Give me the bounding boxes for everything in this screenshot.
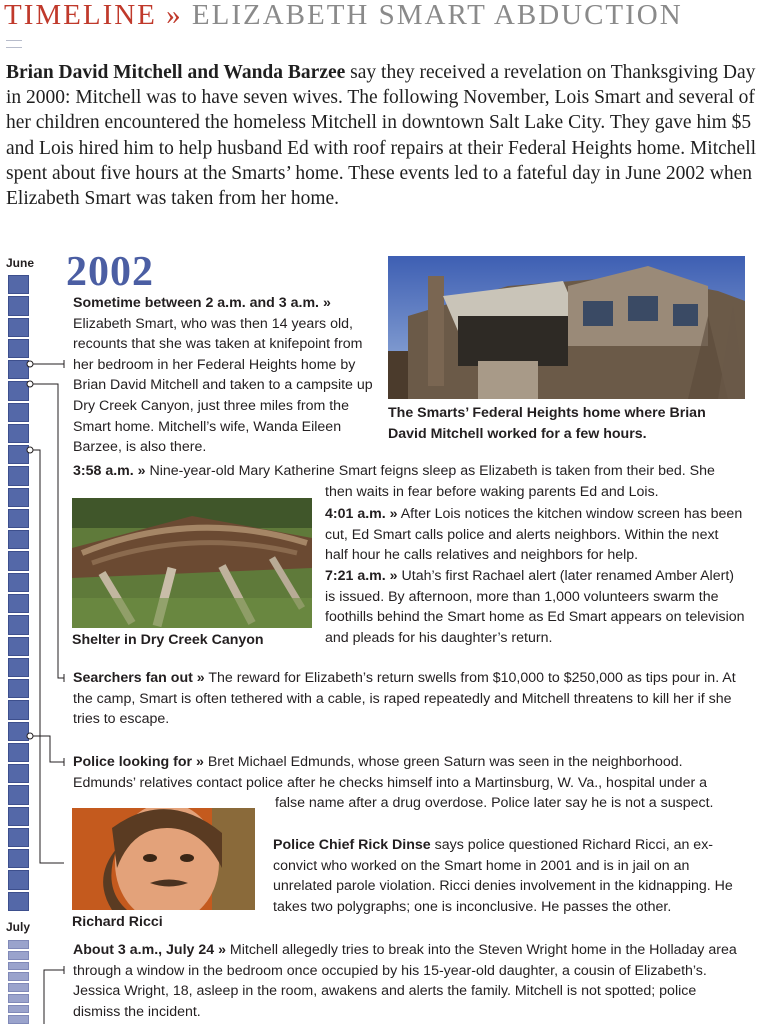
entry-text: After Lois notices the kitchen window screen has been cut, Ed Smart calls police and alerts neighbors. Within the next half hour he calls relatives and neighbors for help.: [325, 506, 743, 564]
ricci-photo: [72, 808, 255, 910]
calendar-day: [8, 700, 29, 719]
calendar-day: [8, 488, 29, 507]
calendar-day: [8, 424, 29, 443]
calendar-day: [8, 403, 29, 422]
calendar-day: [8, 637, 29, 656]
entry-lead: Police looking for »: [73, 754, 204, 770]
calendar-day: [8, 807, 29, 826]
timeline-entry-continued: then waits in fear before waking parents Ed and Lois.: [325, 484, 659, 500]
calendar-day: [8, 573, 29, 592]
timeline-entry: [325, 504, 745, 566]
calendar-day: [8, 892, 29, 911]
calendar-july: [8, 940, 29, 1024]
calendar-day: [8, 445, 29, 464]
calendar-day: [8, 722, 29, 741]
entry-text: says police questioned Richard Ricci, an ex-convict who worked on the Smart home in 2001 and is in jail on an unrelated parole violation. Ricci denies involvement in the kidnapping. He takes two polygraphs; one is inconclusive. He passes the other.: [273, 837, 733, 915]
calendar-day: [8, 530, 29, 549]
calendar-day: [8, 828, 29, 847]
calendar-day: [8, 360, 29, 379]
calendar-day: [8, 972, 29, 981]
calendar-day: [8, 296, 29, 315]
entry-lead: Searchers fan out »: [73, 670, 205, 686]
calendar-day: [8, 1015, 29, 1024]
calendar-day: [8, 764, 29, 783]
calendar-day: [8, 339, 29, 358]
header-separator: »: [166, 0, 183, 31]
calendar-day: [8, 551, 29, 570]
connector-line: [33, 384, 64, 678]
connector-line: [33, 450, 64, 863]
entry-text: Elizabeth Smart, who was then 14 years old, recounts that she was taken at knifepoint from her bedroom in her Federal Heights home by Brian David Mitchell and taken to a campsite up Dry Creek Canyon, just three miles from the Smart home. Mitchell’s wife, Wanda Eileen Barzee, is also there.: [73, 315, 373, 456]
entry-lead: 4:01 a.m. »: [325, 506, 398, 522]
house-caption: The Smarts’ Federal Heights home where Brian David Mitchell worked for a few hours.: [388, 405, 706, 442]
shelter-photo: [72, 498, 312, 628]
calendar-day: [8, 381, 29, 400]
calendar-day: [8, 785, 29, 804]
calendar-june: [8, 275, 29, 911]
header-rule: [6, 40, 22, 48]
entry-lead: 7:21 a.m. »: [325, 568, 398, 584]
header-title: ELIZABETH SMART ABDUCTION: [191, 0, 683, 31]
timeline-entry: [273, 835, 743, 917]
entry-lead: About 3 a.m., July 24 »: [73, 942, 226, 958]
calendar-day: [8, 658, 29, 677]
connector-line: [33, 736, 64, 762]
intro-text: say they received a revelation on Thanksgiving Day in 2000: Mitchell was to have seven wives. The following November, Lois Smart and several of her children encountered the homeless Mitchell in downtown Salt Lake City. They gave him $5 and Lois hired him to help husband Ed with roof repairs at their Federal Heights home. Mitchell spent about five hours at the Smarts’ home. These events led to a fateful day in June 2002 when Elizabeth Smart was taken from her home.: [6, 62, 757, 210]
entry-text: Nine-year-old Mary Katherine Smart feigns sleep as Elizabeth is taken from their bed. She: [145, 463, 715, 479]
ricci-caption: Richard Ricci: [72, 914, 163, 930]
entry-lead: 3:58 a.m. »: [73, 463, 146, 479]
calendar-day: [8, 849, 29, 868]
entry-lead: Police Chief Rick Dinse: [273, 837, 431, 853]
entry-text: Bret Michael Edmunds, whose green Saturn was seen in the neighborhood. Edmunds’ relatives contact police after he checks himself into a Martinsburg, W. Va., hospital under a: [73, 754, 708, 791]
calendar-day: [8, 1005, 29, 1014]
intro-lead: Brian David Mitchell and Wanda Barzee: [6, 62, 346, 83]
house-photo: [388, 256, 745, 399]
timeline-entry: [73, 940, 743, 1022]
calendar-day: [8, 983, 29, 992]
calendar-day: [8, 615, 29, 634]
intro-paragraph: [6, 60, 758, 211]
timeline-entry: [325, 566, 745, 648]
page-header: [4, 0, 768, 30]
calendar-day: [8, 870, 29, 889]
timeline-entry: [73, 461, 738, 482]
calendar-day: [8, 275, 29, 294]
shelter-caption: Shelter in Dry Creek Canyon: [72, 632, 264, 648]
month-label-july: July: [6, 920, 31, 934]
timeline-entry-continued: false name after a drug overdose. Police later say he is not a suspect.: [275, 795, 714, 811]
timeline-entry: [73, 293, 373, 458]
month-label-june: June: [6, 256, 35, 270]
timeline-entry: [73, 752, 743, 793]
calendar-day: [8, 951, 29, 960]
calendar-day: [8, 318, 29, 337]
calendar-day: [8, 994, 29, 1003]
calendar-day: [8, 594, 29, 613]
calendar-day: [8, 743, 29, 762]
calendar-day: [8, 962, 29, 971]
entry-text: The reward for Elizabeth’s return swells from $10,000 to $250,000 as tips pour in. At the camp, Smart is often tethered with a cable, is raped repeatedly and Mitchell threatens to kill her if she tries to escape.: [73, 670, 736, 728]
calendar-day: [8, 679, 29, 698]
entry-text: Utah’s first Rachael alert (later renamed Amber Alert) is issued. By afternoon, more than 1,000 volunteers swarm the foothills behind the Smart home as Ed Smart appears on television and pleads for his daughter’s return.: [325, 568, 745, 646]
calendar-day: [8, 940, 29, 949]
entry-lead: Sometime between 2 a.m. and 3 a.m. »: [73, 295, 331, 311]
entry-text: Mitchell allegedly tries to break into the Steven Wright home in the Holladay area through a window in the bedroom once occupied by his 15-year-old daughter, a cousin of Elizabeth’s. Jessica Wright, 18, asleep in the room, awakens and alerts the family. Mitchell is not spotted; police dismiss the incident.: [73, 942, 737, 1020]
year-heading: 2002: [66, 249, 154, 295]
timeline-entry: [73, 668, 743, 730]
connector-line: [44, 970, 64, 1024]
calendar-day: [8, 509, 29, 528]
header-section: TIMELINE: [4, 0, 157, 31]
calendar-day: [8, 466, 29, 485]
